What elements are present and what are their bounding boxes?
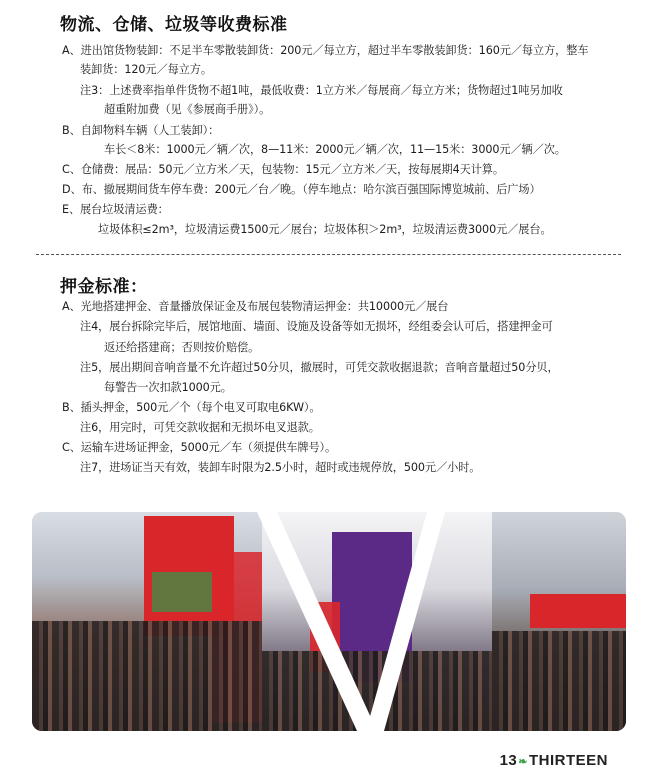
fee-line-b-detail: 车长＜8米：1000元／辆／次，8—11米：2000元／辆／次，11—15米：3000元／辆／次。 — [104, 143, 566, 156]
fee-line-a: A、进出馆货物装卸：不足半车零散装卸货：200元／每立方，超过半车零散装卸货：160元／每立方，整车 — [62, 44, 589, 57]
deposit-note-7: 注7，进场证当天有效，装卸车时限为2.5小时，超时或违规停放，500元／小时。 — [80, 461, 481, 474]
page-number-digits: 13 — [499, 752, 518, 769]
deposit-note-6: 注6，用完时，可凭交款收据和无损坏电叉退款。 — [80, 421, 320, 434]
fee-note-3-cont: 超重附加费（见《参展商手册》）。 — [104, 103, 271, 116]
deposit-section-title: 押金标准： — [60, 277, 148, 297]
fee-line-a-cont: 装卸货：120元／每立方。 — [80, 63, 212, 76]
leaf-icon: ❧ — [518, 756, 528, 768]
collage-separators — [32, 512, 626, 731]
fees-section-title: 物流、仓储、垃圾等收费标准 — [60, 15, 288, 35]
page-number-word: THIRTEEN — [529, 752, 608, 769]
deposit-note-4: 注4，展台拆除完毕后，展馆地面、墙面、设施及设备等如无损坏，经组委会认可后，搭建押金可 — [80, 320, 553, 333]
fee-note-3: 注3：上述费率指单件货物不超1吨，最低收费：1立方米／每展商／每立方米；货物超过1吨另加收 — [80, 84, 563, 97]
deposit-note-5: 注5，展出期间音响音量不允许超过50分贝，撤展时，可凭交款收据退款；音响音量超过50分贝， — [80, 361, 559, 374]
deposit-line-c: C、运输车进场证押金，5000元／车（须提供车牌号）。 — [62, 441, 337, 454]
fee-line-b: B、自卸物料车辆（人工装卸）： — [62, 124, 220, 137]
deposit-line-b: B、插头押金，500元／个（每个电叉可取电6KW）。 — [62, 401, 321, 414]
fee-line-e-detail: 垃圾体积≤2m³，垃圾清运费1500元／展台；垃圾体积＞2m³，垃圾清运费3000元／展台。 — [98, 223, 552, 236]
deposit-line-a: A、光地搭建押金、音量播放保证金及布展包装物清运押金：共10000元／展台 — [62, 300, 449, 313]
page-number — [500, 752, 608, 769]
exhibition-photo-collage — [32, 512, 626, 731]
deposit-note-5-cont: 每警告一次扣款1000元。 — [104, 381, 232, 394]
deposit-note-4-cont: 返还给搭建商；否则按价赔偿。 — [104, 341, 260, 354]
section-divider — [36, 254, 621, 255]
fee-line-d: D、布、撤展期间货车停车费：200元／台／晚。（停车地点：哈尔滨百强国际博览城前、后广场） — [62, 183, 541, 196]
fee-line-e: E、展台垃圾清运费： — [62, 203, 169, 216]
fee-line-c: C、仓储费：展品：50元／立方米／天，包装物：15元／立方米／天，按每展期4天计算。 — [62, 163, 504, 176]
